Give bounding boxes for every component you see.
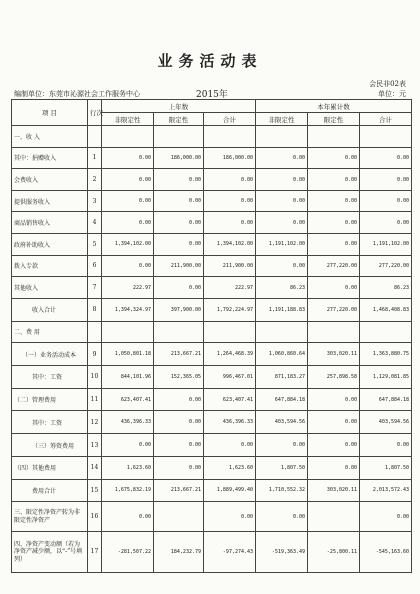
- value-cell: 0.00: [154, 169, 204, 191]
- value-cell: 1,394,102.00: [102, 234, 154, 256]
- row-label: （二）管理费用: [12, 388, 88, 411]
- value-cell: 222.97: [204, 277, 256, 299]
- value-cell: 152,365.05: [154, 365, 204, 388]
- value-cell: 1,623.60: [102, 456, 154, 479]
- value-cell: [154, 502, 204, 532]
- row-line-number: 8: [88, 298, 102, 321]
- value-cell: 0.00: [256, 169, 308, 191]
- value-cell: 86.23: [360, 277, 412, 299]
- value-cell: 186,000.00: [204, 147, 256, 169]
- value-cell: 623,407.41: [102, 388, 154, 411]
- value-cell: [204, 126, 256, 148]
- value-cell: 0.00: [360, 434, 412, 457]
- value-cell: 0.00: [256, 502, 308, 532]
- value-cell: 1,129,081.85: [360, 365, 412, 388]
- value-cell: 996,467.01: [204, 365, 256, 388]
- value-cell: 0.00: [308, 388, 360, 411]
- value-cell: 0.00: [360, 190, 412, 212]
- value-cell: 1,060,860.64: [256, 343, 308, 366]
- value-cell: 0.00: [154, 388, 204, 411]
- value-cell: 0.00: [102, 212, 154, 234]
- table-row: [12, 126, 412, 148]
- value-cell: [102, 126, 154, 148]
- table-row: [12, 479, 412, 502]
- table-row: [12, 388, 412, 411]
- row-line-number: 9: [88, 343, 102, 366]
- value-cell: 0.00: [308, 147, 360, 169]
- value-cell: 0.00: [308, 434, 360, 457]
- row-line-number: 7: [88, 277, 102, 299]
- value-cell: 1,807.50: [256, 456, 308, 479]
- row-label: 商品销售收入: [12, 212, 88, 234]
- value-cell: 0.00: [154, 456, 204, 479]
- row-label: 会费收入: [12, 169, 88, 191]
- value-cell: [256, 126, 308, 148]
- row-line-number: [88, 321, 102, 343]
- row-label: 其他收入: [12, 277, 88, 299]
- row-line-number: 16: [88, 502, 102, 532]
- column-header-item: 项 目: [12, 100, 88, 126]
- form-code: 会民非02表: [369, 80, 406, 88]
- value-cell: 397,900.00: [154, 298, 204, 321]
- value-cell: [308, 321, 360, 343]
- row-label: 一、收 入: [12, 126, 88, 148]
- value-cell: 277,220.00: [308, 255, 360, 277]
- table-row: [12, 343, 412, 366]
- value-cell: 86.23: [256, 277, 308, 299]
- value-cell: 222.97: [102, 277, 154, 299]
- table-row: [12, 255, 412, 277]
- row-label: 四、净资产变动额（若为净资产减少额，以“-”号填列）: [12, 531, 88, 572]
- value-cell: 303,020.11: [308, 343, 360, 366]
- row-line-number: 10: [88, 365, 102, 388]
- value-cell: 0.00: [102, 147, 154, 169]
- value-cell: [308, 502, 360, 532]
- value-cell: 0.00: [360, 169, 412, 191]
- value-cell: 436,396.33: [102, 411, 154, 434]
- column-header-unrestricted: 非限定性: [256, 113, 308, 126]
- value-cell: -25,800.11: [308, 531, 360, 572]
- value-cell: 1,623.60: [204, 456, 256, 479]
- row-label: 其中：捐赠收入: [12, 147, 88, 169]
- column-header-prior-year: 上年数: [102, 100, 256, 113]
- value-cell: 1,394,324.97: [102, 298, 154, 321]
- row-line-number: 11: [88, 388, 102, 411]
- report-year: 2015年: [196, 90, 228, 100]
- row-line-number: 14: [88, 456, 102, 479]
- row-label: 收入合计: [12, 298, 88, 321]
- row-line-number: 3: [88, 190, 102, 212]
- value-cell: 1,889,499.40: [204, 479, 256, 502]
- value-cell: 0.00: [360, 147, 412, 169]
- value-cell: 436,396.33: [204, 411, 256, 434]
- value-cell: 0.00: [154, 234, 204, 256]
- value-cell: 1,191,102.00: [256, 234, 308, 256]
- value-cell: 0.00: [154, 190, 204, 212]
- value-cell: 1,191,188.83: [256, 298, 308, 321]
- value-cell: 1,264,468.39: [204, 343, 256, 366]
- row-line-number: 17: [88, 531, 102, 572]
- table-row: [12, 298, 412, 321]
- column-header-total: 合计: [360, 113, 412, 126]
- value-cell: 213,667.21: [154, 343, 204, 366]
- value-cell: 647,884.18: [256, 388, 308, 411]
- value-cell: 277,220.00: [308, 298, 360, 321]
- value-cell: 0.00: [102, 190, 154, 212]
- row-label: 政府补助收入: [12, 234, 88, 256]
- preparer: 编制单位：东莞市沁源社会工作服务中心: [14, 90, 140, 98]
- column-header-total: 合计: [204, 113, 256, 126]
- table-row: [12, 169, 412, 191]
- column-header-current-ytd: 本年累计数: [256, 100, 412, 113]
- value-cell: 403,594.56: [256, 411, 308, 434]
- value-cell: 1,191,102.00: [360, 234, 412, 256]
- value-cell: 303,020.11: [308, 479, 360, 502]
- row-label: （一）业务活动成本: [12, 343, 88, 366]
- table-row: [12, 456, 412, 479]
- table-body: [12, 126, 412, 573]
- row-line-number: 1: [88, 147, 102, 169]
- value-cell: 213,667.21: [154, 479, 204, 502]
- value-cell: -281,507.22: [102, 531, 154, 572]
- table-row: [12, 502, 412, 532]
- value-cell: 1,363,880.75: [360, 343, 412, 366]
- row-label: 其中：工资: [12, 365, 88, 388]
- row-line-number: 4: [88, 212, 102, 234]
- value-cell: 1,710,552.32: [256, 479, 308, 502]
- row-line-number: 13: [88, 434, 102, 457]
- value-cell: 1,394,102.00: [204, 234, 256, 256]
- value-cell: 0.00: [308, 212, 360, 234]
- table-row: [12, 321, 412, 343]
- value-cell: 0.00: [204, 190, 256, 212]
- value-cell: 184,232.79: [154, 531, 204, 572]
- row-label: 提供服务收入: [12, 190, 88, 212]
- activity-table: [11, 99, 412, 573]
- value-cell: 0.00: [102, 502, 154, 532]
- value-cell: 1,468,408.83: [360, 298, 412, 321]
- value-cell: 0.00: [360, 502, 412, 532]
- row-label: 拨入专款: [12, 255, 88, 277]
- table-row: [12, 190, 412, 212]
- table-row: [12, 531, 412, 572]
- value-cell: 871,183.27: [256, 365, 308, 388]
- value-cell: [204, 321, 256, 343]
- table-row: [12, 234, 412, 256]
- table-row: [12, 411, 412, 434]
- value-cell: 0.00: [308, 169, 360, 191]
- value-cell: 1,050,801.18: [102, 343, 154, 366]
- value-cell: 647,884.18: [360, 388, 412, 411]
- value-cell: 257,898.58: [308, 365, 360, 388]
- value-cell: 0.00: [308, 277, 360, 299]
- value-cell: 0.00: [204, 502, 256, 532]
- value-cell: [308, 126, 360, 148]
- value-cell: 0.00: [256, 255, 308, 277]
- value-cell: [256, 321, 308, 343]
- column-header-line: 行次: [88, 100, 102, 126]
- value-cell: 0.00: [256, 190, 308, 212]
- value-cell: 0.00: [102, 169, 154, 191]
- table-row: [12, 277, 412, 299]
- value-cell: 0.00: [102, 255, 154, 277]
- row-line-number: 15: [88, 479, 102, 502]
- row-label: 二、费 用: [12, 321, 88, 343]
- row-label: 费用合计: [12, 479, 88, 502]
- value-cell: -519,363.49: [256, 531, 308, 572]
- value-cell: 2,013,572.43: [360, 479, 412, 502]
- value-cell: -545,163.60: [360, 531, 412, 572]
- value-cell: [360, 126, 412, 148]
- value-cell: 0.00: [308, 456, 360, 479]
- value-cell: 0.00: [360, 212, 412, 234]
- value-cell: 844,101.96: [102, 365, 154, 388]
- value-cell: 0.00: [102, 434, 154, 457]
- currency-unit: 单位：元: [378, 90, 406, 98]
- value-cell: 0.00: [154, 411, 204, 434]
- row-line-number: [88, 126, 102, 148]
- value-cell: 211,900.00: [154, 255, 204, 277]
- row-label: （四）其他费用: [12, 456, 88, 479]
- value-cell: 211,900.00: [204, 255, 256, 277]
- value-cell: 0.00: [154, 212, 204, 234]
- value-cell: [102, 321, 154, 343]
- value-cell: 0.00: [154, 277, 204, 299]
- column-header-restricted: 限定性: [308, 113, 360, 126]
- value-cell: 0.00: [204, 169, 256, 191]
- value-cell: 0.00: [154, 434, 204, 457]
- table-row: [12, 212, 412, 234]
- value-cell: [360, 321, 412, 343]
- table-row: [12, 434, 412, 457]
- value-cell: 0.00: [308, 411, 360, 434]
- row-label: （三）筹资费用: [12, 434, 88, 457]
- value-cell: -97,274.43: [204, 531, 256, 572]
- value-cell: 1,675,832.19: [102, 479, 154, 502]
- value-cell: 0.00: [204, 434, 256, 457]
- row-label: 其中：工资: [12, 411, 88, 434]
- row-line-number: 6: [88, 255, 102, 277]
- value-cell: 0.00: [308, 234, 360, 256]
- report-title: 业务活动表: [157, 52, 263, 70]
- value-cell: 277,220.00: [360, 255, 412, 277]
- value-cell: [154, 126, 204, 148]
- value-cell: 0.00: [308, 190, 360, 212]
- value-cell: 1,807.50: [360, 456, 412, 479]
- value-cell: [154, 321, 204, 343]
- column-header-restricted: 限定性: [154, 113, 204, 126]
- value-cell: 0.00: [256, 434, 308, 457]
- table-row: [12, 147, 412, 169]
- value-cell: 0.00: [256, 147, 308, 169]
- column-header-unrestricted: 非限定性: [102, 113, 154, 126]
- value-cell: 623,407.41: [204, 388, 256, 411]
- row-line-number: 12: [88, 411, 102, 434]
- row-label: 三、限定性净资产转为非限定性净资产: [12, 502, 88, 532]
- row-line-number: 5: [88, 234, 102, 256]
- table-row: [12, 365, 412, 388]
- row-line-number: 2: [88, 169, 102, 191]
- value-cell: 403,594.56: [360, 411, 412, 434]
- value-cell: 186,000.00: [154, 147, 204, 169]
- value-cell: 0.00: [256, 212, 308, 234]
- value-cell: 1,792,224.97: [204, 298, 256, 321]
- value-cell: 0.00: [204, 212, 256, 234]
